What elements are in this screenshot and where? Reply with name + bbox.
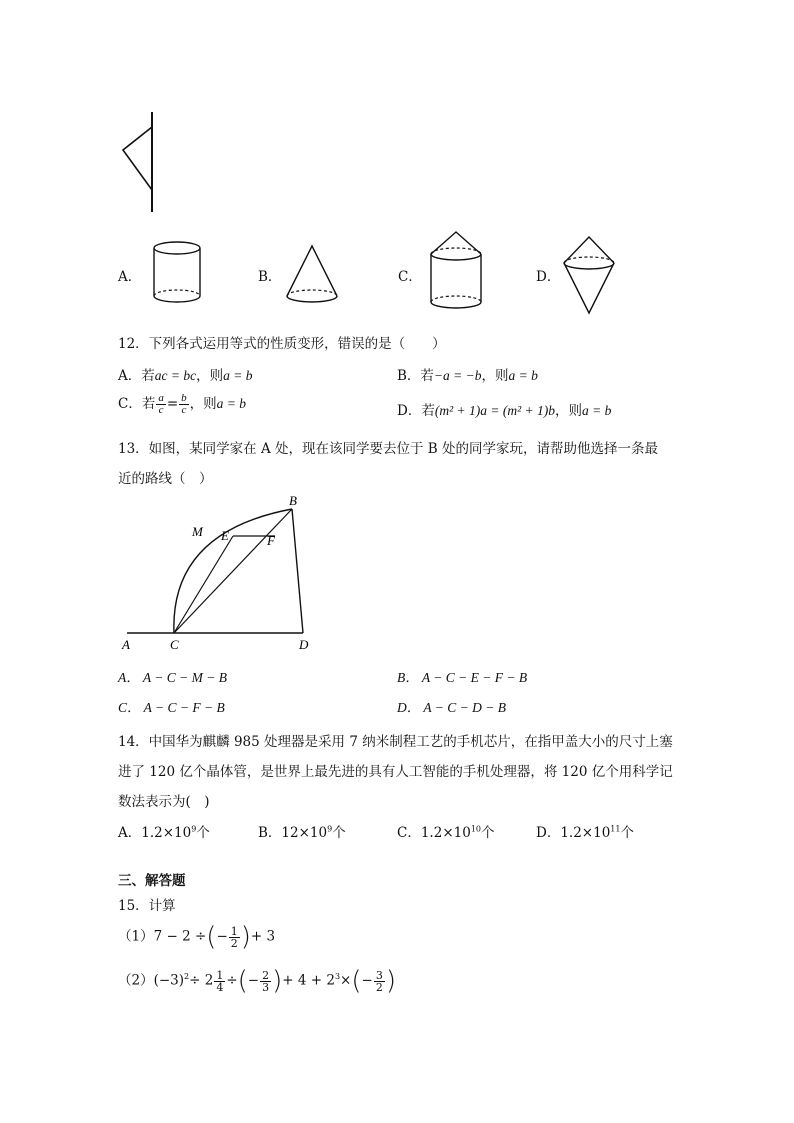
q13-option-a: A． A − C − M − B [118,670,227,685]
q13-option-b: B． A − C − E − F − B [397,670,528,685]
q14-line3: 数法表示为( ) [118,794,210,810]
q14-line2: 进了 120 亿个晶体管，是世界上最先进的具有人工智能的手机处理器，将 120 亿个用科学记 [118,764,673,780]
q12-d-expr: (m² + 1)a = (m² + 1)b [434,403,555,418]
fraction-a-over-c: $\frac{a}{c}$ [158,392,164,416]
label-B: B [289,493,297,508]
q12-option-a: A．若ac = bc，则a = b [118,368,253,384]
fraction-two-thirds: $\frac{2}{3}$ [262,968,270,994]
q14-option-c: C．$1.2\times 10^{10}$个 [397,824,495,841]
q12-option-c: C．若 $\frac{a}{c}$ = $\frac{b}{c}$ ，则a = b [118,392,247,416]
q12-stem: 12．下列各式运用等式的性质变形，错误的是（ ） [118,336,446,352]
fraction-one-quarter: $\frac{1}{4}$ [216,968,224,994]
label-F: F [267,533,275,548]
cone-icon [283,240,341,308]
q12-option-d: D．若(m² + 1)a = (m² + 1)b，则a = b [397,403,612,419]
section-heading: 三、解答题 [118,873,186,889]
cylinder-with-cone-icon [425,228,487,312]
q12-a-expr: ac = bc [154,368,197,383]
q12-b-expr: −a = −b [433,368,482,383]
cylinder-icon [148,236,206,308]
label-M: M [192,524,203,539]
q15-stem: 15．计算 [118,898,176,914]
label-D: D [299,637,309,652]
q11-option-c-label: C． [398,269,422,285]
label-A: A [122,637,130,652]
q13-stem-line1: 13．如图，某同学家在 A 处，现在该同学要去位于 B 处的同学家玩，请帮助他选择一条最 [118,441,659,457]
q14-option-b: B．$12\times 10^9$个 [258,824,346,841]
q13-option-c: C． A − C − F − B [118,700,225,715]
fraction-one-half: $\frac{1}{2}$ [230,924,238,950]
label-E: E [221,528,229,543]
q11-option-b-label: B． [258,269,282,285]
q12-option-b: B．若−a = −b，则a = b [397,368,538,384]
label-C: C [170,637,179,652]
q13-stem-line2: 近的路线（ ） [118,471,213,487]
q11-triangle-figure [115,105,165,220]
q15-part1: （1）7 − 2 ÷(− $\frac{1}{2}$ )+ 3 [118,922,276,952]
q11-option-a-label: A． [118,269,142,285]
q14-option-d: D．$1.2\times 10^{11}$个 [536,824,634,841]
fraction-three-halves: $\frac{3}{2}$ [375,968,383,994]
q14-option-a: A．$1.2\times 10^9$个 [118,824,210,841]
q15-part2: $(2)(-3)^2\div 2$ $\frac{1}{4}$ ÷(− $\frac{2}{3}$ )+ $4 + 2^3\times(-$ $\frac{3}{2}$ ) [118,966,396,996]
q13-option-d: D． A − C − D − B [397,700,506,715]
double-cone-icon [560,233,618,317]
q11-option-d-label: D． [536,269,561,285]
q13-path-figure [115,490,325,658]
q14-line1: 14．中国华为麒麟 985 处理器是采用 7 纳米制程工艺的手机芯片，在指甲盖大小的尺寸上塞 [118,734,673,750]
fraction-b-over-c: $\frac{b}{c}$ [181,392,187,416]
